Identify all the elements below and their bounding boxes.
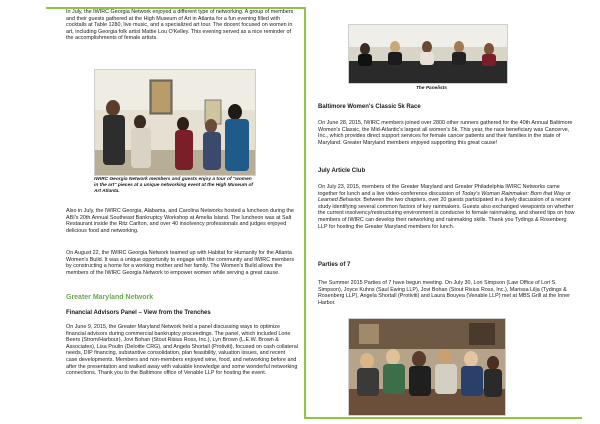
- parties-of-7-photo: [348, 318, 506, 416]
- financial-advisors-subheading: Financial Advisors Panel – View from the Trenches: [66, 310, 211, 316]
- article-club-text-b: Between the two chapters, over 20 guests participated in a lively discussion of a recent study identifying several common factors of key rainmakers. Guests also exchanged viewpoints on whether the current insolvency/restructuring environment is conducive to female rainmaking, and shared tips on how members of IWIRC can develop their networking and rainmaking skills. Thank you Tydings & Rosenberg LLP for hosting the Greater Maryland members for lunch.: [318, 197, 575, 230]
- panelists-caption: The Panelists: [416, 86, 447, 91]
- left-page: [26, 0, 306, 424]
- article-club-paragraph: [318, 184, 576, 230]
- right-page: [304, 0, 584, 424]
- article-club-heading: July Article Club: [318, 168, 366, 174]
- habitat-paragraph: On August 22, the IWIRC Georgia Network teamed up with Habitat for Humanity for the Atlanta Women's Build. It was a unique opportunity to engage with the community and IWIRC members by constructing a home for a working mother and her family. The Women's Build allows the members of the IWIRC Georgia Network to empower women while serving a great cause.: [66, 250, 295, 276]
- greater-maryland-heading: Greater Maryland Network: [66, 294, 154, 301]
- abi-luncheon-paragraph: Also in July, the IWIRC Georgia, Alabama, and Carolina Networks hosted a luncheon during the ABI's 20th Annual Southeast Bankruptcy Workshop at Amelia Island. The luncheon was at Salt Restaurant inside the Ritz Carlton, and over 40 insolvency professionals and judges enjoyed delicious food and networking.: [66, 208, 294, 234]
- parties-of-7-paragraph: The Summer 2015 Parties of 7 have begun meeting. On July 30, Lori Simpson (Law Office of Lori S. Simpson), Joyce Kuhns (Saul Ewing LLP), Jovi Bohan (Stout Risius Ross, Inc.), Marissa Lilja (Tydings & Rosenberg LLP), Angela Shortall (Protiviti) and Laura Bouyea (Venable LLP) met at MBS Grill at the Inner Harbor.: [318, 280, 570, 306]
- panelists-photo: [348, 24, 508, 84]
- financial-advisors-paragraph: On June 9, 2015, the Greater Maryland Network held a panel discussing ways to optimize financial advisors during commercial bankruptcy proceedings. The panel, which included Lorie Beers (Strom/Harbour), Jovi Bohan (Stout Risius Ross, Inc.), Lyn Brown (L.E.W. Brown & Associates), Lisa Poulin (Deloitte CRG), and Angela Shortall (Protiviti), focused on cash collateral needs, DIP financing, substantive consolidation, plan feasibility, valuation issues, and recent case developments. Members and non-members enjoyed wine, food, and networking before and after the presentation and walked away with valuable knowledge and some wonderful networking connections. Thank you to the Baltimore office of Venable LLP for hosting the event.: [66, 324, 298, 377]
- museum-photo-caption: IWIRC Georgia Network members and guests enjoy a tour of "women in the art" pieces at a unique networking event at the High Museum of Art Atlanta.: [94, 177, 253, 194]
- parties-of-7-heading: Parties of 7: [318, 262, 351, 268]
- womens-classic-heading: Baltimore Women's Classic 5k Race: [318, 104, 421, 110]
- museum-tour-photo: [94, 69, 256, 176]
- article-club-book-title: Today's Woman Rainmaker: Born that Way or Learned Behavior.: [318, 190, 571, 204]
- right-bottom-rule: [304, 417, 582, 419]
- right-side-rule: [304, 7, 306, 419]
- article-club-text-a: On July 23, 2015, members of the Greater Maryland and Greater Philadelphia IWIRC Networks came together for lunch and a live video-conference discussion of: [318, 184, 560, 197]
- intro-paragraph: In July, the IWIRC Georgia Network enjoyed a different type of networking. A group of members and their guests gathered at the High Museum of Art in Atlanta for a fun evening filled with cocktails at Table 1280, live music, and a specialized art tour. The docent focused on women in art, including Georgia folk artist Mattie Lou O'Kelley. This evening served as a nice reminder of the accomplishments of female artists.: [66, 9, 294, 42]
- womens-classic-paragraph: On June 28, 2015, IWIRC members joined over 2800 other runners gathered for the 40th Annual Baltimore Women's Classic, the Mid-Atlantic's largest all women's 5k. This year, the race beneficiary was Cancerve, Inc., which provides direct support services for female cancer patients and their families in the state of Maryland. Greater Maryland members enjoyed supporting this great cause!: [318, 120, 573, 146]
